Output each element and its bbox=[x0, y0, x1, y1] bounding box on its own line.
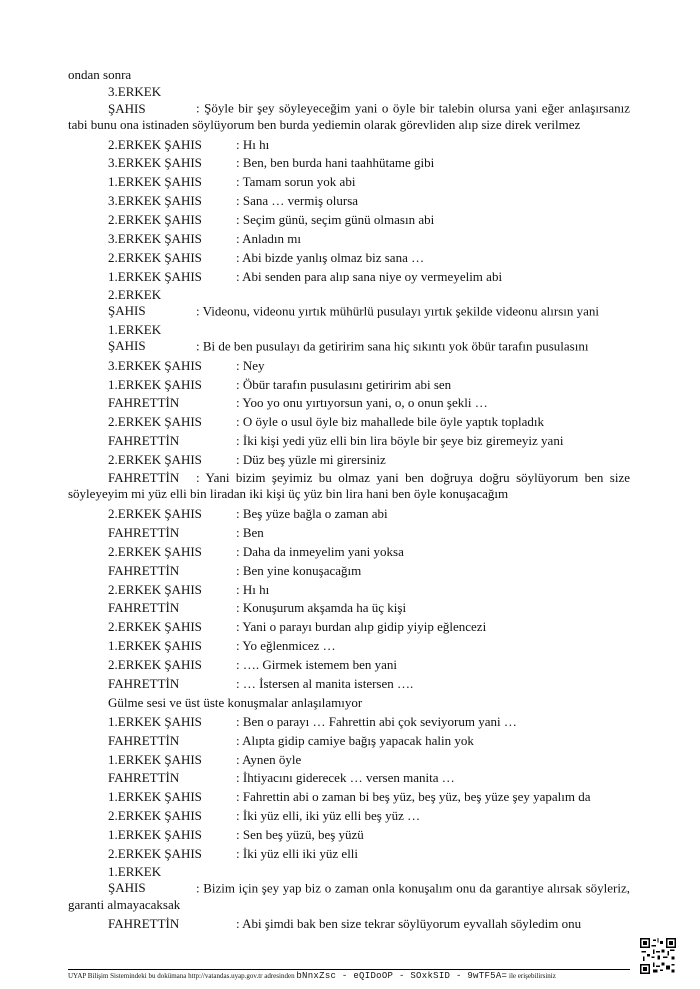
speaker-label: FAHRETTİN bbox=[108, 770, 180, 786]
utterance-text: : İhtiyacını giderecek … versen manita … bbox=[236, 770, 455, 786]
speaker-label: 2.ERKEK ŞAHIS bbox=[108, 846, 202, 861]
transcript-line bbox=[68, 136, 630, 155]
transcript bbox=[68, 84, 630, 934]
transcript-line bbox=[68, 432, 630, 451]
utterance-text: : Sen beş yüzü, beş yüzü bbox=[236, 827, 364, 843]
speaker-label: FAHRETTİN bbox=[108, 916, 180, 932]
transcript-line bbox=[68, 173, 630, 192]
speaker-label: 2.ERKEK ŞAHIS bbox=[108, 581, 202, 597]
speaker-label: 2.ERKEK ŞAHIS bbox=[108, 543, 202, 559]
transcript-line bbox=[68, 826, 630, 845]
utterance-text: : Yoo yo onu yırtıyorsun yani, o, o onun şekli … bbox=[236, 395, 488, 411]
speaker-label: FAHRETTİN bbox=[108, 469, 180, 485]
footer-suffix: ile erişebilirsiniz bbox=[509, 972, 556, 980]
speaker-label: 2.ERKEK ŞAHIS bbox=[108, 136, 202, 152]
utterance-text: : Videonu, videonu yırtık mühürlü pusulayı yırtık şekilde videonu alırsın yani bbox=[196, 303, 600, 319]
speaker-label: 1.ERKEK ŞAHIS bbox=[108, 827, 202, 843]
transcript-line bbox=[68, 524, 630, 543]
utterance-text: : Ben bbox=[236, 524, 264, 540]
qr-code-icon bbox=[640, 938, 676, 974]
speaker-label: 3.ERKEK ŞAHIS bbox=[108, 193, 202, 209]
utterance-text: : Tamam sorun yok abi bbox=[236, 174, 356, 190]
utterance-text: : …. Girmek istemem ben yani bbox=[236, 657, 398, 673]
utterance-text: : Yani o parayı burdan alıp gidip yiyip eğlencezi bbox=[236, 619, 487, 635]
utterance-text: : Daha da inmeyelim yani yoksa bbox=[236, 543, 404, 559]
utterance-text: : Aynen öyle bbox=[236, 751, 302, 767]
transcript-line bbox=[68, 84, 630, 134]
transcript-line bbox=[68, 394, 630, 413]
speaker-label: 1.ERKEK ŞAHIS bbox=[108, 638, 202, 654]
transcript-line bbox=[68, 656, 630, 675]
utterance-text: : Konuşurum akşamda ha üç kişi bbox=[236, 600, 407, 616]
speaker-label: FAHRETTİN bbox=[108, 433, 180, 449]
speaker-label: 2.ERKEK ŞAHIS bbox=[108, 657, 202, 673]
transcript-line bbox=[68, 751, 630, 770]
speaker-label: 1.ERKEK ŞAHIS bbox=[108, 863, 162, 896]
transcript-line bbox=[68, 713, 630, 732]
footer-divider bbox=[68, 969, 630, 970]
speaker-label: 2.ERKEK ŞAHIS bbox=[108, 619, 202, 635]
speaker-label: FAHRETTİN bbox=[108, 600, 180, 616]
utterance-text: : Alıpta gidip camiye bağış yapacak halin yok bbox=[236, 732, 474, 748]
speaker-label: 2.ERKEK ŞAHIS bbox=[108, 212, 202, 228]
transcript-line bbox=[68, 357, 630, 376]
utterance-text: : İki yüz elli, iki yüz elli beş yüz … bbox=[236, 808, 421, 824]
speaker-label: 3.ERKEK ŞAHIS bbox=[108, 155, 202, 171]
transcript-line bbox=[68, 732, 630, 751]
transcript-line bbox=[68, 675, 630, 694]
utterance-text: : Fahrettin abi o zaman bi beş yüz, beş yüz, beş yüze şey yapalım da bbox=[236, 789, 591, 805]
speaker-label: FAHRETTİN bbox=[108, 675, 180, 691]
speaker-label: 3.ERKEK ŞAHIS bbox=[108, 230, 202, 246]
transcript-line bbox=[68, 864, 630, 914]
utterance-text: : Hı hı bbox=[236, 581, 270, 597]
transcript-line bbox=[68, 637, 630, 656]
speaker-label: 1.ERKEK ŞAHIS bbox=[108, 268, 202, 284]
utterance-text: : Ben yine konuşacağım bbox=[236, 562, 362, 578]
speaker-label: FAHRETTİN bbox=[108, 732, 180, 748]
transcript-line bbox=[68, 268, 630, 287]
footer bbox=[68, 971, 556, 981]
transcript-line bbox=[68, 788, 630, 807]
speaker-label: 1.ERKEK ŞAHIS bbox=[108, 321, 162, 354]
speaker-label: 1.ERKEK ŞAHIS bbox=[108, 751, 202, 767]
speaker-label: 1.ERKEK ŞAHIS bbox=[108, 713, 202, 729]
utterance-text: : Yo eğlenmicez … bbox=[236, 638, 336, 654]
speaker-label: 2.ERKEK ŞAHIS bbox=[108, 249, 202, 265]
utterance-text: : Ney bbox=[236, 357, 265, 373]
footer-access-code: bNnxZsc - eQIDoOP - SOxkSID - 9wTF5A= bbox=[296, 971, 508, 981]
utterance-text: : Sana … vermiş olursa bbox=[236, 193, 359, 209]
utterance-text: : Bi de ben pusulayı da getiririm sana hiç sıkıntı yok öbür tarafın pusulasını bbox=[196, 338, 589, 354]
speaker-label: 2.ERKEK ŞAHIS bbox=[108, 452, 202, 468]
footer-prefix: UYAP Bilişim Sistemindeki bu dokümana http://vatandas.uyap.gov.tr adresinden bbox=[68, 972, 295, 980]
utterance-text: : Anladın mı bbox=[236, 230, 301, 246]
transcript-line bbox=[68, 230, 630, 249]
transcript-line bbox=[68, 845, 630, 864]
speaker-label: 2.ERKEK ŞAHIS bbox=[108, 505, 202, 521]
utterance-text: : Şöyle bir şey söyleyeceğim yani o öyle bir talebin olursa yani eğer anlaşırsanız tabi bunu ona istinaden söylüyorum ben burda yediemin olarak görevliden alıp size direk verilmez bbox=[68, 100, 630, 132]
transcript-line bbox=[68, 413, 630, 432]
utterance-text: : İki kişi yedi yüz elli bin lira böyle bir şeye biz giremeyiz yani bbox=[236, 433, 564, 449]
speaker-label: FAHRETTİN bbox=[108, 562, 180, 578]
transcript-line bbox=[68, 618, 630, 637]
speaker-label: 2.ERKEK ŞAHIS bbox=[108, 808, 202, 824]
speaker-label: 2.ERKEK ŞAHIS bbox=[108, 286, 162, 319]
transcript-line bbox=[68, 470, 630, 503]
utterance-text: : Öbür tarafın pusulasını getiririm abi sen bbox=[236, 376, 452, 392]
speaker-label: 3.ERKEK ŞAHIS bbox=[108, 357, 202, 373]
speaker-label: 1.ERKEK ŞAHIS bbox=[108, 789, 202, 805]
document-body bbox=[68, 66, 630, 934]
transcript-line bbox=[68, 451, 630, 470]
utterance-text: : Ben o parayı … Fahrettin abi çok seviyorum yani … bbox=[236, 713, 517, 729]
speaker-label: 1.ERKEK ŞAHIS bbox=[108, 174, 202, 190]
utterance-text: : … İstersen al manita istersen …. bbox=[236, 675, 414, 691]
transcript-line bbox=[68, 807, 630, 826]
speaker-label: 1.ERKEK ŞAHIS bbox=[108, 376, 202, 392]
lead-text: ondan sonra bbox=[68, 67, 132, 82]
transcript-line bbox=[68, 249, 630, 268]
transcript-line bbox=[68, 769, 630, 788]
transcript-line bbox=[68, 543, 630, 562]
speaker-label: FAHRETTİN bbox=[108, 524, 180, 540]
transcript-line bbox=[68, 505, 630, 524]
transcript-line bbox=[68, 287, 630, 320]
utterance-text: : Beş yüze bağla o zaman abi bbox=[236, 505, 388, 521]
transcript-line bbox=[68, 562, 630, 581]
transcript-line bbox=[68, 322, 630, 355]
speaker-label: 3.ERKEK ŞAHIS bbox=[108, 84, 162, 116]
utterance-text: : Abi senden para alıp sana niye oy vermeyelim abi bbox=[236, 268, 503, 284]
transcript-line bbox=[68, 599, 630, 618]
transcript-note: Gülme sesi ve üst üste konuşmalar anlaşılamıyor bbox=[108, 694, 363, 710]
utterance-text: : O öyle o usul öyle biz mahallede bile öyle yaptık topladık bbox=[236, 414, 544, 430]
transcript-line bbox=[68, 211, 630, 230]
utterance-text: : Düz beş yüzle mi girersiniz bbox=[236, 452, 386, 468]
utterance-text: : Hı hı bbox=[236, 136, 270, 152]
utterance-text: : İki yüz elli iki yüz elli bbox=[236, 846, 359, 861]
transcript-line bbox=[68, 192, 630, 211]
speaker-label: 2.ERKEK ŞAHIS bbox=[108, 414, 202, 430]
utterance-text: : Yani bizim şeyimiz bu olmaz yani ben doğruya doğru söylüyorum ben size söyleyeyim mi yüz elli bin liradan iki kişi üç yüz bin lira hani ben öyle konuşacağım bbox=[68, 469, 630, 502]
transcript-line bbox=[68, 581, 630, 600]
utterance-text: : Abi bizde yanlış olmaz biz sana … bbox=[236, 249, 425, 265]
speaker-label: FAHRETTİN bbox=[108, 395, 180, 411]
transcript-line bbox=[68, 915, 630, 934]
utterance-text: : Bizim için şey yap biz o zaman onla konuşalım onu da garantiye alırsak söyleriz, garanti almayacaksak bbox=[68, 880, 630, 912]
utterance-text: : Abi şimdi bak ben size tekrar söylüyorum eyvallah söyledim onu bbox=[236, 916, 582, 932]
utterance-text: : Ben, ben burda hani taahhütame gibi bbox=[236, 155, 435, 171]
utterance-text: : Seçim günü, seçim günü olmasın abi bbox=[236, 212, 435, 228]
transcript-line bbox=[68, 154, 630, 173]
transcript-line bbox=[68, 376, 630, 395]
